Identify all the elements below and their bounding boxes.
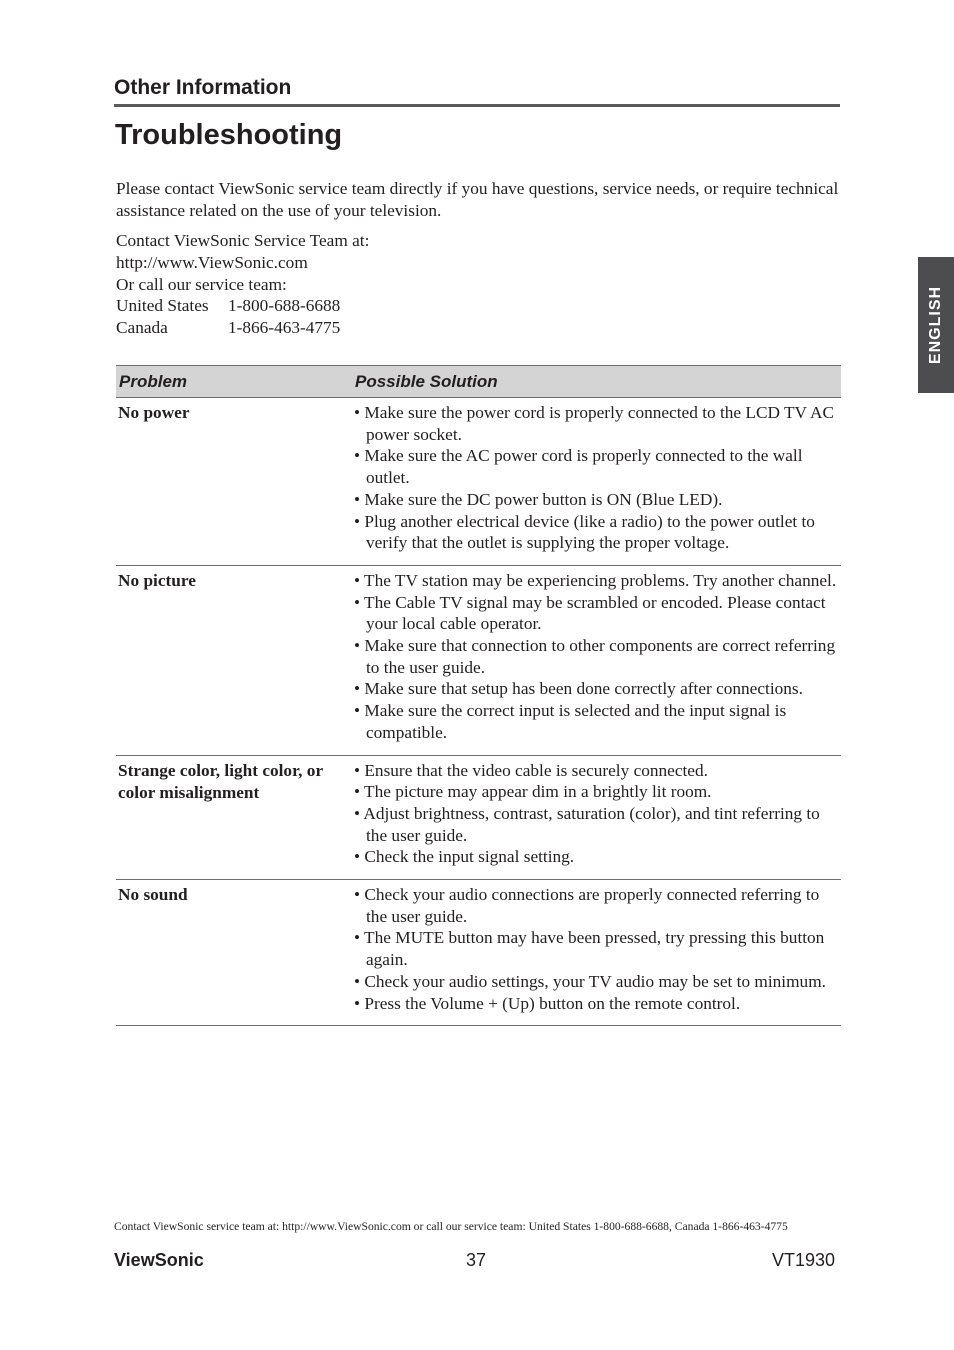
solution-item: • Check your audio connections are properly connected referring to the user guide. — [354, 885, 820, 926]
solution-item: • Plug another electrical device (like a radio) to the power outlet to verify that the outlet is supplying the proper voltage. — [354, 511, 815, 553]
troubleshooting-table — [116, 365, 841, 1026]
contact-us-row — [116, 295, 369, 317]
contact-call: Or call our service team: — [116, 274, 287, 294]
solution-cell — [354, 760, 841, 869]
solution-item: • The MUTE button may have been pressed, try pressing this button again. — [354, 928, 825, 970]
solution-item: • Check the input signal setting. — [354, 847, 575, 867]
section-title: Other Information — [114, 76, 292, 99]
footer-page-number: 37 — [466, 1250, 487, 1270]
contact-lead: Contact ViewSonic Service Team at: — [116, 231, 370, 250]
solution-cell — [354, 884, 841, 1014]
header-problem: Problem — [119, 372, 188, 391]
solution-cell — [354, 570, 841, 744]
solution-item: • Press the Volume + (Up) button on the remote control. — [354, 993, 741, 1013]
problem-cell: No power — [118, 403, 190, 422]
table-header — [116, 365, 841, 398]
contact-block — [116, 230, 369, 339]
ca-phone: 1-866-463-4775 — [228, 318, 341, 338]
section-divider — [114, 104, 840, 107]
ca-label: Canada — [116, 318, 168, 338]
solution-item: • The TV station may be experiencing problems. Try another channel. — [354, 570, 837, 590]
problem-cell: No sound — [118, 885, 188, 905]
contact-ca-row — [116, 317, 369, 339]
solution-item: • Make sure that connection to other components are correct referring to the user guide. — [354, 636, 836, 677]
solution-item: • Make sure the DC power button is ON (Blue LED). — [354, 489, 723, 509]
table-body — [116, 398, 841, 1026]
solution-item: • The picture may appear dim in a brightly lit room. — [354, 782, 712, 802]
table-row — [116, 398, 841, 566]
solution-item: • Make sure the correct input is selected and the input signal is compatible. — [354, 701, 787, 742]
header-solution: Possible Solution — [355, 372, 498, 391]
intro-paragraph: Please contact ViewSonic service team directly if you have questions, service needs, or require technical assistance related on the use of your television. — [116, 179, 839, 220]
problem-cell: No picture — [118, 570, 196, 590]
language-tab-label: ENGLISH — [927, 285, 944, 365]
solution-item: • Make sure the power cord is properly connected to the LCD TV AC power socket. — [354, 403, 835, 444]
us-phone: 1-800-688-6688 — [228, 296, 341, 316]
table-row — [116, 756, 841, 881]
solution-item: • Check your audio settings, your TV audio may be set to minimum. — [354, 971, 826, 991]
solution-item: • The Cable TV signal may be scrambled or encoded. Please contact your local cable operator. — [354, 592, 826, 634]
contact-url[interactable]: http://www.ViewSonic.com — [116, 252, 308, 272]
us-label: United States — [116, 296, 209, 316]
footer-brand: ViewSonic — [114, 1250, 204, 1270]
table-row — [116, 880, 841, 1026]
table-row — [116, 566, 841, 756]
problem-cell: Strange color, light color, or color misalignment — [118, 760, 323, 802]
solution-item: • Make sure that setup has been done correctly after connections. — [354, 679, 803, 699]
solution-item: • Adjust brightness, contrast, saturation (color), and tint referring to the user guide. — [354, 803, 820, 845]
solution-item: • Make sure the AC power cord is properly connected to the wall outlet. — [354, 446, 803, 488]
solution-item: • Ensure that the video cable is securely connected. — [354, 760, 708, 780]
solution-cell — [354, 402, 841, 554]
footer-contact-line: Contact ViewSonic service team at: http://www.ViewSonic.com or call our service team: United States 1-800-688-6688, Canada 1-866-463-4775 — [114, 1220, 788, 1233]
page-title: Troubleshooting — [115, 119, 343, 151]
footer-model: VT1930 — [772, 1250, 836, 1270]
language-tab — [918, 257, 954, 393]
